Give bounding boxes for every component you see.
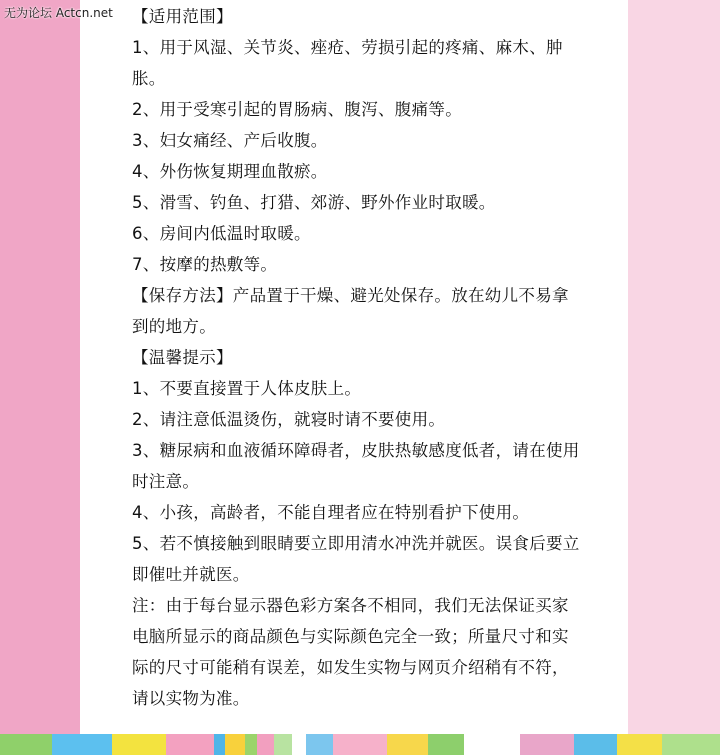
text-line: 胀。: [132, 69, 166, 88]
color-stripe: [617, 734, 662, 755]
color-stripe: [112, 734, 166, 755]
color-stripe: [166, 734, 215, 755]
text-line: 【保存方法】产品置于干燥、避光处保存。放在幼儿不易拿: [132, 286, 569, 305]
text-line: 2、用于受寒引起的胃肠病、腹泻、腹痛等。: [132, 100, 462, 119]
text-line: 5、滑雪、钓鱼、打猎、郊游、野外作业时取暖。: [132, 193, 496, 212]
color-stripe: [387, 734, 428, 755]
color-stripe: [662, 734, 720, 755]
text-line: 注：由于每台显示器色彩方案各不相同，我们无法保证买家: [132, 596, 569, 615]
text-line: 时注意。: [132, 472, 200, 491]
bottom-color-stripes: [0, 734, 720, 755]
color-stripe: [520, 734, 574, 755]
color-stripe: [292, 734, 306, 755]
color-stripe: [333, 734, 387, 755]
text-line: 3、妇女痛经、产后收腹。: [132, 131, 328, 150]
color-stripe: [428, 734, 464, 755]
color-stripe: [274, 734, 292, 755]
color-stripe: [245, 734, 258, 755]
right-decorative-panel: [628, 0, 720, 734]
text-line: 4、外伤恢复期理血散瘀。: [132, 162, 328, 181]
text-line: 2、请注意低温烫伤，就寝时请不要使用。: [132, 410, 446, 429]
text-line: 请以实物为准。: [132, 689, 250, 708]
text-line: 3、糖尿病和血液循环障碍者，皮肤热敏感度低者，请在使用: [132, 441, 580, 460]
text-line: 6、房间内低温时取暖。: [132, 224, 311, 243]
color-stripe: [214, 734, 225, 755]
text-line: 1、用于风湿、关节炎、痤疮、劳损引起的疼痛、麻木、肿: [132, 38, 563, 57]
text-line: 即催吐并就医。: [132, 565, 250, 584]
text-line: 电脑所显示的商品颜色与实际颜色完全一致；所量尺寸和实: [132, 627, 569, 646]
text-line: 际的尺寸可能稍有误差，如发生实物与网页介绍稍有不符，: [132, 658, 569, 677]
text-line: 7、按摩的热敷等。: [132, 255, 278, 274]
color-stripe: [574, 734, 617, 755]
product-instructions: [132, 1, 618, 714]
left-decorative-panel: [0, 0, 80, 734]
color-stripe: [52, 734, 111, 755]
color-stripe: [464, 734, 520, 755]
color-stripe: [0, 734, 52, 755]
text-line: 到的地方。: [132, 317, 216, 336]
site-watermark: 无为论坛 Actcn.net: [4, 6, 113, 20]
color-stripe: [225, 734, 245, 755]
text-line: 【适用范围】: [132, 7, 233, 26]
text-line: 5、若不慎接触到眼睛要立即用清水冲洗并就医。误食后要立: [132, 534, 580, 553]
text-line: 1、不要直接置于人体皮肤上。: [132, 379, 362, 398]
text-line: 【温馨提示】: [132, 348, 233, 367]
color-stripe: [257, 734, 273, 755]
text-line: 4、小孩，高龄者，不能自理者应在特别看护下使用。: [132, 503, 530, 522]
color-stripe: [306, 734, 333, 755]
